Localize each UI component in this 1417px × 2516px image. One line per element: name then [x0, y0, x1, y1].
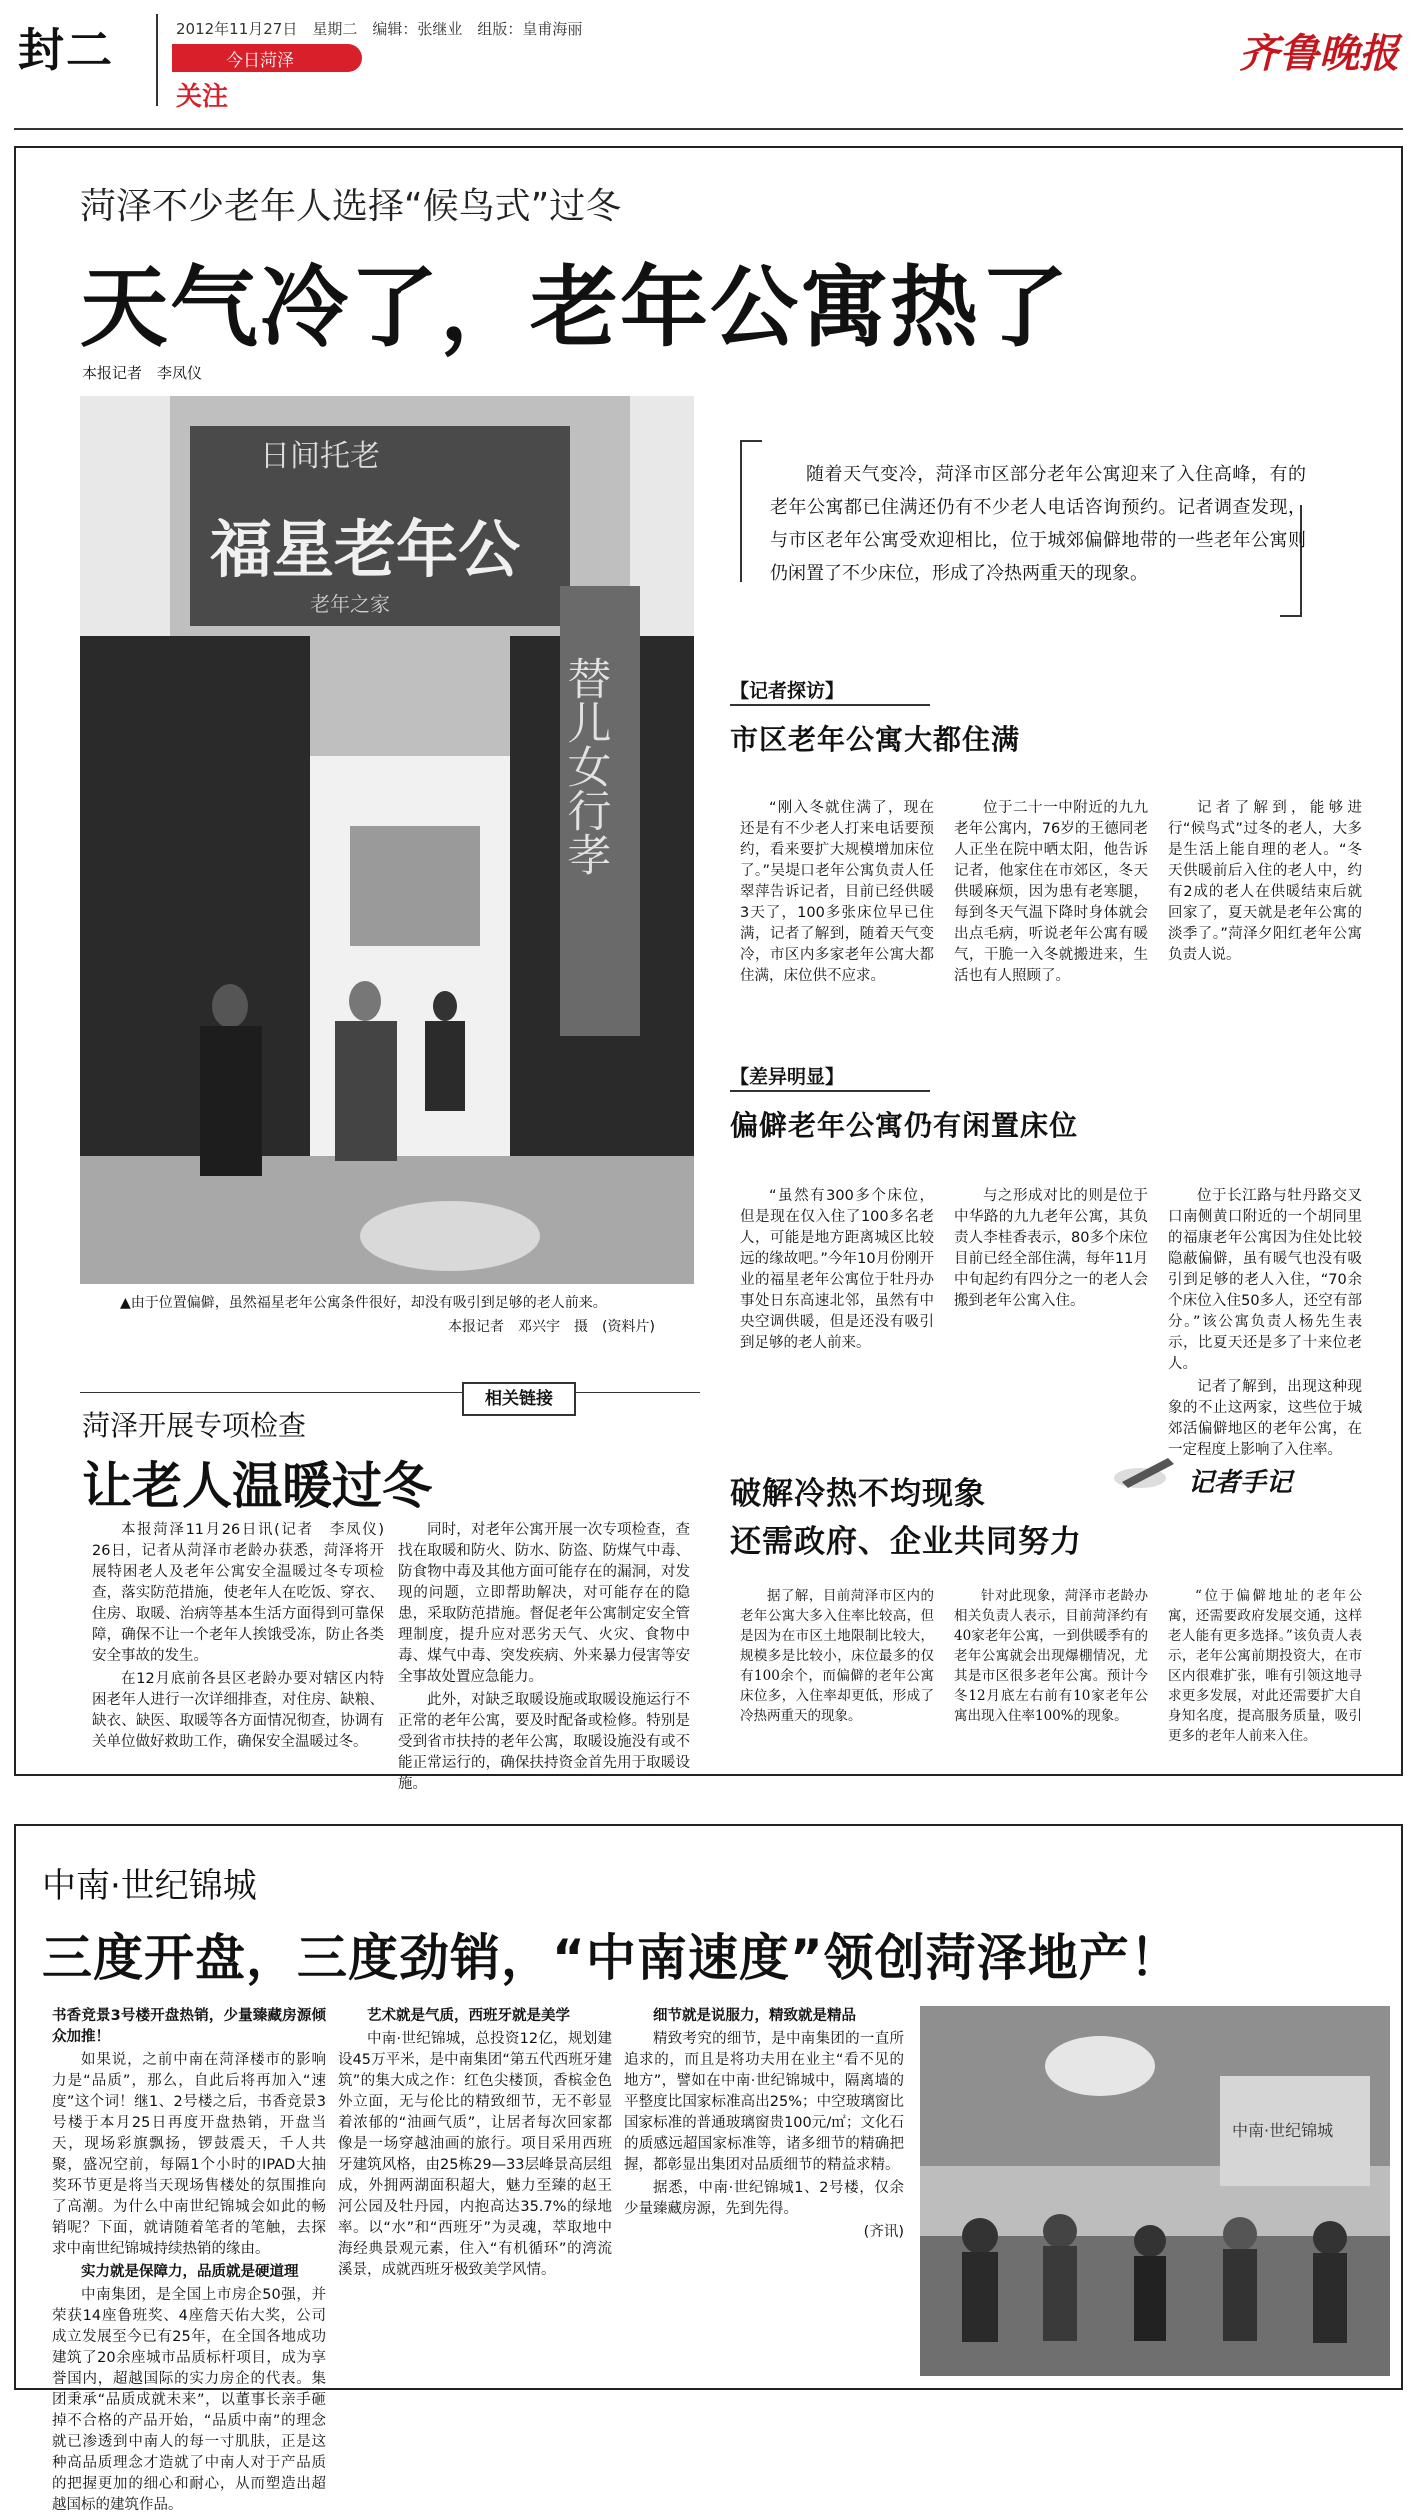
masthead-rule [14, 128, 1403, 130]
lead-box-bracket [740, 440, 762, 582]
section2-col-3 [1168, 1186, 1362, 1458]
page-label: 封二 [18, 23, 114, 77]
section3-paragraph-3: “位于偏僻地址的老年公寓，还需要政府发展交通，这样老人能有更多选择。”该负责人表示，老年公寓前期投资大，在市区内很难扩张，唯有引领这地寻求更多发展，对此还需要扩大自身知名度，提高服务质量，吸引更多的老年人前来入住。 [1168, 1588, 1362, 1744]
advert-paragraph-4: 中南集团，是全国上市房企50强，并荣获14座鲁班奖、4座詹天佑大奖，公司成立发展至今已有25年，在全国各地成功建筑了20余座城市品质标杆项目，成为享誉国内，超越国际的实力房企的代表。集团秉承“品质成就未来”，以董事长亲手砸掉不合格的产品开始，“品质中南”的理念就已渗透到中南人的每一寸肌肤，正是这种高品质理念才造就了中南人对于产品质的把握更加的细心和耐心，从而塑造出超越国标的建筑作品。 [52, 2287, 326, 2513]
advert-signoff: (齐讯) [863, 2224, 904, 2240]
story2-paragraph-3: 同时，对老年公寓开展一次专项检查，查找在取暖和防火、防水、防盗、防煤气中毒、防食物中毒及其他方面可能存在的漏洞，对发现的问题，立即帮助解决，对可能存在的隐患，采取防范措施。督促老年公寓制定安全管理制度，提升应对恶劣天气、火灾、食物中毒、煤气中毒、突发疾病、外来暴力侵害等安全事故处置应急能力。 [398, 1522, 690, 1685]
gate-photo [80, 396, 694, 1284]
section-tag-label: 今日菏泽 [226, 51, 294, 71]
story2-col-1 [92, 1520, 399, 1772]
advert-col-1 [52, 2006, 326, 2513]
sales-office-photo [920, 2006, 1390, 2376]
issue-meta: 2012年11月27日 星期二 编辑：张继业 组版：皇甫海丽 [176, 20, 583, 38]
section1-rule [730, 704, 930, 706]
gate-photo-drawing [80, 396, 694, 1284]
sign-sub-text: 老年之家 [310, 592, 390, 616]
story1-headline: 天气冷了，老年公寓热了 [80, 256, 1071, 359]
story1-byline: 本报记者 李凤仪 [82, 364, 203, 382]
section1-paragraph-1: “刚入冬就住满了，现在还是有不少老人打来电话要预约，看来要扩大规模增加床位了。”吴堤口老年公寓负责人任翠萍告诉记者，目前已经供暖3天了，100多张床位早已住满，记者了解到，随着天气变冷，市区内多家老年公寓大都住满，床位供不应求。 [740, 800, 934, 984]
story2-col-2 [398, 1520, 690, 1792]
paper-name: 齐鲁晚报 [1239, 30, 1399, 77]
couplet-text: 替儿女行孝 [559, 656, 611, 876]
photo-caption: ▲由于位置偏僻，虽然福星老年公寓条件很好，却没有吸引到足够的老人前来。 [120, 1295, 607, 1311]
pen-icon [1110, 1452, 1180, 1492]
section1-paragraph-2: 位于二十一中附近的九九老年公寓内，76岁的王德同老人正坐在院中晒太阳，他告诉记者，他家住在市郊区，冬天供暖麻烦，因为患有老寒腿，每到冬天气温下降时身体就会出点毛病，听说老年公寓有暖气，干脆一入冬就搬进来，生活也有人照顾了。 [954, 800, 1148, 984]
section1-col-2 [954, 798, 1148, 1034]
story2-top-rule [80, 1392, 700, 1393]
section2-kicker: 【差异明显】 [730, 1066, 845, 1088]
story1-subhead: 菏泽不少老年人选择“候鸟式”过冬 [80, 186, 622, 227]
section2-title: 偏僻老年公寓仍有闲置床位 [730, 1109, 1079, 1142]
section1-title: 市区老年公寓大都住满 [730, 723, 1021, 756]
advert-paragraph-5: 艺术就是气质，西班牙就是美学 [367, 2008, 570, 2024]
story2-paragraph-1: 本报菏泽11月26日讯(记者 李凤仪) 26日，记者从菏泽市老龄办获悉，菏泽将开展特困老人及老年公寓安全温暖过冬专项检查，落实防范措施，使老年人在吃饭、穿衣、住房、取暖、治病等基本生活方面得到可靠保障，确保不让一个老年人挨饿受冻，防止各类安全事故的发生。 [92, 1522, 399, 1664]
advert-paragraph-6: 中南·世纪锦城，总投资12亿，规划建设45万平米，是中南集团“第五代西班牙建筑”的集大成之作：红色尖楼顶，香槟金色外立面，无与伦比的精致细节，无不彰显着浓郁的“油画气质”，让居者每次回家都像是一场穿越油画的旅行。项目采用西班牙建筑风格，由25栋29—33层峰景高层组成，外拥两湖面积超大，魅力至臻的赵王河公园及牡丹园，内抱高达35.7%的绿地率。以“水”和“西班牙”为灵魂，萃取地中海经典景观元素，住入“有机循环”的湾流溪景，成就西班牙极致美学风情。 [338, 2031, 612, 2278]
story2-paragraph-4: 此外，对缺乏取暖设施或取暖设施运行不正常的老年公寓，要及时配备或检修。特别是受到省市扶持的老年公寓，取暖设施没有或不能正常运行的，确保扶持资金首先用于取暖设施。 [398, 1692, 690, 1792]
story2-headline: 让老人温暖过冬 [82, 1457, 432, 1515]
story1-lead: 随着天气变冷，菏泽市区部分老年公寓迎来了入住高峰，有的老年公寓都已住满还仍有不少老人电话咨询预约。记者调查发现，与市区老年公寓受欢迎相比，位于城郊偏僻地带的一些老年公寓则仍闲置了不少床位，形成了冷热两重天的现象。 [770, 464, 1306, 584]
section1-kicker: 【记者探访】 [730, 680, 845, 702]
sales-office-sign: 中南·世纪锦城 [1232, 2121, 1334, 2140]
section2-paragraph-2: 与之形成对比的则是位于中华路的九九老年公寓，其负责人李桂香表示，80多个床位目前已经全部住满，每年11月中旬起约有四分之一的老人会搬到老年公寓入住。 [954, 1188, 1148, 1309]
link-tab: 相关链接 [462, 1382, 576, 1416]
section3-paragraph-1: 据了解，目前菏泽市区内的老年公寓大多入住率比较高，但是因为在市区土地限制比较大，规模多是比较小，床位最多的仅有100余个，而偏僻的老年公寓床位多，入住率却更低，形成了冷热两重天的现象。 [740, 1588, 934, 1724]
section3-col-3 [1168, 1586, 1362, 1766]
section1-paragraph-3: 记者了解到，能够进行“候鸟式”过冬的老人，大多是生活上能自理的老人。“冬天供暖前后入住的老人中，约有2成的老人在供暖结束后就回家了，夏天就是老年公寓的淡季了。”菏泽夕阳红老年公寓负责人说。 [1168, 800, 1362, 963]
advert-subhead: 中南·世纪锦城 [42, 1866, 257, 1906]
advert-col-2 [338, 2006, 612, 2382]
section3-col-2 [954, 1586, 1148, 1766]
advert-paragraph-3: 实力就是保障力，品质就是硬道理 [81, 2264, 299, 2280]
section2-paragraph-4: 记者了解到，出现这种现象的不止这两家，这些位于城郊活偏僻地区的老年公寓，在一定程度上影响了入住率。 [1168, 1379, 1362, 1458]
advert-paragraph-1: 书香竞景3号楼开盘热销，少量臻藏房源倾众加推！ [52, 2008, 326, 2045]
advert-col-3 [624, 2006, 904, 2382]
section3-title-line1: 破解冷热不均现象 [730, 1476, 986, 1512]
section3-paragraph-2: 针对此现象，菏泽市老龄办相关负责人表示，目前菏泽约有40家老年公寓，一到供暖季有的老年公寓就会出现爆棚情况，尤其是市区很多老年公寓。预计今冬12月底左右前有10家老年公寓出现入住率100%的现象。 [954, 1588, 1148, 1724]
section1-col-3 [1168, 798, 1362, 1034]
advert-paragraph-8: 精致考究的细节，是中南集团的一直所追求的，而且是将功夫用在业主“看不见的地方”，譬如在中南·世纪锦城中，隔离墙的平整度比国家标准高出25%；中空玻璃窗比国家标准的普通玻璃窗贵100元/㎡；文化石的质感远超国家标准等，诸多细节的精确把握，都彰显出集团对品质细节的精益求精。 [624, 2031, 904, 2173]
photo-credit: 本报记者 邓兴宇 摄 (资料片) [448, 1319, 655, 1335]
story2-subhead: 菏泽开展专项检查 [82, 1409, 307, 1442]
story2-paragraph-2: 在12月底前各县区老龄办要对辖区内特困老年人进行一次详细排查，对住房、缺粮、缺衣、缺医、取暖等各方面情况彻查，协调有关单位做好救助工作，确保安全温暖过冬。 [92, 1671, 384, 1750]
advert-paragraph-2: 如果说，之前中南在菏泽楼市的影响力是“品质”，那么，自此后将再加入“速度”这个词！继1、2号楼之后，书香竞景3号楼于本月25日再度开盘热销，开盘当天，现场彩旗飘扬，锣鼓震天，千人共聚，盛况空前，每隔1个小时的IPAD大抽奖环节更是将当天现场售楼处的氛围推向了高潮。为什么中南世纪锦城会如此的畅销呢？下面，就请随着笔者的笔触，去探求中南世纪锦城持续热销的缘由。 [52, 2052, 326, 2257]
section-name: 关注 [176, 82, 229, 112]
section3-title-line2: 还需政府、企业共同努力 [730, 1524, 1082, 1560]
masthead-divider [156, 14, 158, 106]
section2-col-2 [954, 1186, 1148, 1412]
advert-paragraph-7: 细节就是说服力，精致就是精品 [653, 2008, 856, 2024]
advert-paragraph-9: 据悉，中南·世纪锦城1、2号楼，仅余少量臻藏房源，先到先得。 [624, 2180, 904, 2217]
sign-top-text: 日间托老 [260, 439, 380, 474]
sign-main-text: 福星老年公 [210, 513, 521, 586]
sales-office-drawing [920, 2006, 1390, 2376]
section3-col-1 [740, 1586, 934, 1766]
section2-paragraph-1: “虽然有300多个床位，但是现在仅入住了100多名老人，可能是地方距离城区比较远的缘故吧。”今年10月份刚开业的福星老年公寓位于牡丹办事处日东高速北邻，虽然有中央空调供暖，但是还没有吸引到足够的老人前来。 [740, 1188, 934, 1351]
section2-rule [730, 1090, 930, 1092]
advert-headline: 三度开盘，三度劲销，“中南速度”领创菏泽地产！ [42, 1929, 1181, 1987]
section2-paragraph-3: 位于长江路与牡丹路交叉口南侧黄口附近的一个胡同里的福康老年公寓因为住处比较隐蔽偏僻，虽有暖气也没有吸引到足够的老人入住，“70余个床位入住50多人，还空有部分。”该公寓负责人杨先生表示，比夏天还是多了十来位老人。 [1168, 1188, 1362, 1372]
note-badge: 记者手记 [1188, 1468, 1293, 1498]
section1-col-1 [740, 798, 934, 1034]
section2-col-1 [740, 1186, 934, 1412]
